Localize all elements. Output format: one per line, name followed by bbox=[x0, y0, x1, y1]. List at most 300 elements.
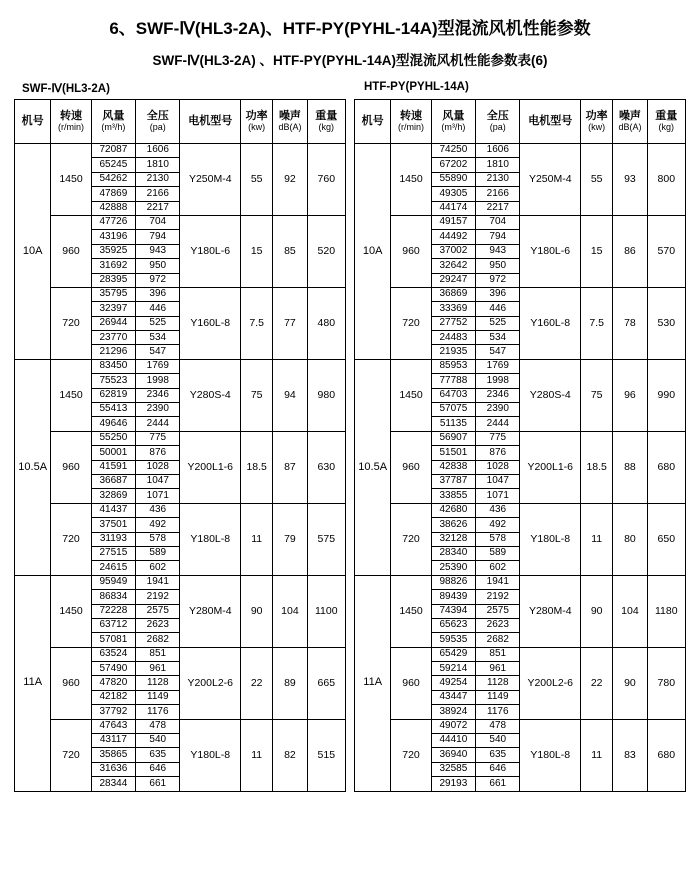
cell-speed: 1450 bbox=[51, 144, 91, 216]
cell-pressure: 2192 bbox=[476, 590, 520, 604]
cell-noise: 83 bbox=[613, 719, 647, 791]
cell-weight: 1100 bbox=[307, 575, 345, 647]
column-header-unit: (kw) bbox=[248, 122, 266, 133]
cell-noise: 79 bbox=[273, 503, 307, 575]
cell-pressure: 794 bbox=[476, 230, 520, 244]
cell-pressure: 1606 bbox=[136, 144, 180, 158]
cell-weight: 630 bbox=[307, 431, 345, 503]
cell-airflow: 64703 bbox=[431, 388, 475, 402]
table-row bbox=[355, 144, 686, 158]
cell-speed: 1450 bbox=[51, 575, 91, 647]
cell-pressure: 661 bbox=[476, 777, 520, 791]
cell-airflow: 37787 bbox=[431, 474, 475, 488]
cell-pressure: 540 bbox=[476, 734, 520, 748]
cell-pressure: 1149 bbox=[476, 690, 520, 704]
cell-pressure: 396 bbox=[476, 287, 520, 301]
cell-noise: 93 bbox=[613, 144, 647, 216]
cell-airflow: 44174 bbox=[431, 201, 475, 215]
column-header-label: 全压 bbox=[146, 109, 169, 122]
column-header-label: 功率 bbox=[585, 109, 608, 122]
cell-speed: 720 bbox=[51, 503, 91, 575]
cell-pressure: 972 bbox=[476, 273, 520, 287]
cell-airflow: 55890 bbox=[431, 172, 475, 186]
cell-airflow: 49157 bbox=[431, 215, 475, 229]
column-header-label: 噪声 bbox=[278, 109, 301, 122]
column-header-unit: (m³/h) bbox=[101, 122, 126, 133]
cell-noise: 104 bbox=[273, 575, 307, 647]
cell-power: 15 bbox=[581, 215, 613, 287]
table-row bbox=[15, 575, 346, 589]
table-row bbox=[355, 431, 686, 445]
cell-airflow: 41591 bbox=[91, 460, 135, 474]
cell-airflow: 83450 bbox=[91, 359, 135, 373]
column-header-label: 电机型号 bbox=[528, 114, 573, 127]
table-row bbox=[15, 144, 346, 158]
cell-airflow: 32128 bbox=[431, 532, 475, 546]
cell-motor-model: Y280M-4 bbox=[520, 575, 581, 647]
cell-motor-model: Y200L2-6 bbox=[520, 647, 581, 719]
cell-noise: 78 bbox=[613, 287, 647, 359]
cell-pressure: 794 bbox=[136, 230, 180, 244]
section-heading-right: HTF-PY(PYHL-14A) bbox=[364, 81, 469, 93]
table-row bbox=[355, 287, 686, 301]
column-header-unit: (r/min) bbox=[58, 122, 84, 133]
cell-pressure: 775 bbox=[136, 431, 180, 445]
cell-noise: 92 bbox=[273, 144, 307, 216]
cell-pressure: 2217 bbox=[476, 201, 520, 215]
cell-noise: 88 bbox=[613, 431, 647, 503]
cell-airflow: 65429 bbox=[431, 647, 475, 661]
cell-pressure: 2192 bbox=[136, 590, 180, 604]
cell-airflow: 49254 bbox=[431, 676, 475, 690]
cell-airflow: 31193 bbox=[91, 532, 135, 546]
column-header-unit: (r/min) bbox=[398, 122, 424, 133]
cell-airflow: 35795 bbox=[91, 287, 135, 301]
cell-airflow: 31692 bbox=[91, 259, 135, 273]
cell-pressure: 2166 bbox=[136, 187, 180, 201]
cell-pressure: 578 bbox=[476, 532, 520, 546]
table-row bbox=[355, 503, 686, 517]
cell-speed: 1450 bbox=[391, 359, 431, 431]
table-body-right bbox=[355, 144, 686, 792]
cell-power: 15 bbox=[241, 215, 273, 287]
column-header-6 bbox=[273, 100, 307, 144]
cell-speed: 1450 bbox=[391, 575, 431, 647]
cell-pressure: 2575 bbox=[136, 604, 180, 618]
column-header-label: 转速 bbox=[60, 109, 82, 122]
cell-airflow: 74394 bbox=[431, 604, 475, 618]
cell-pressure: 1941 bbox=[476, 575, 520, 589]
cell-weight: 520 bbox=[307, 215, 345, 287]
cell-pressure: 478 bbox=[476, 719, 520, 733]
column-header-1 bbox=[51, 100, 91, 144]
cell-pressure: 602 bbox=[136, 561, 180, 575]
cell-weight: 575 bbox=[307, 503, 345, 575]
cell-pressure: 1028 bbox=[476, 460, 520, 474]
column-header-unit: (kw) bbox=[588, 122, 606, 133]
cell-motor-model: Y180L-8 bbox=[180, 503, 241, 575]
cell-pressure: 2444 bbox=[136, 417, 180, 431]
table-row bbox=[355, 719, 686, 733]
column-header-unit: (pa) bbox=[149, 122, 166, 133]
cell-airflow: 24483 bbox=[431, 331, 475, 345]
column-header-7 bbox=[647, 100, 685, 144]
cell-pressure: 635 bbox=[136, 748, 180, 762]
column-header-7 bbox=[307, 100, 345, 144]
cell-pressure: 2575 bbox=[476, 604, 520, 618]
cell-pressure: 540 bbox=[136, 734, 180, 748]
cell-speed: 720 bbox=[391, 719, 431, 791]
cell-pressure: 1769 bbox=[476, 359, 520, 373]
cell-fan-model: 10.5A bbox=[355, 359, 391, 575]
cell-airflow: 29193 bbox=[431, 777, 475, 791]
column-header-6 bbox=[613, 100, 647, 144]
table-header-right bbox=[355, 100, 686, 144]
cell-pressure: 525 bbox=[476, 316, 520, 330]
column-header-label: 风量 bbox=[102, 109, 125, 122]
cell-airflow: 51501 bbox=[431, 446, 475, 460]
cell-pressure: 492 bbox=[476, 518, 520, 532]
cell-pressure: 961 bbox=[136, 662, 180, 676]
cell-airflow: 57490 bbox=[91, 662, 135, 676]
column-header-0 bbox=[15, 100, 51, 144]
table-row bbox=[15, 287, 346, 301]
cell-weight: 665 bbox=[307, 647, 345, 719]
cell-pressure: 646 bbox=[476, 762, 520, 776]
cell-airflow: 63712 bbox=[91, 618, 135, 632]
cell-airflow: 47643 bbox=[91, 719, 135, 733]
cell-noise: 80 bbox=[613, 503, 647, 575]
cell-pressure: 547 bbox=[476, 345, 520, 359]
cell-airflow: 85953 bbox=[431, 359, 475, 373]
cell-airflow: 59535 bbox=[431, 633, 475, 647]
table-row bbox=[355, 575, 686, 589]
cell-airflow: 56907 bbox=[431, 431, 475, 445]
cell-weight: 760 bbox=[307, 144, 345, 216]
cell-airflow: 67202 bbox=[431, 158, 475, 172]
column-header-2 bbox=[91, 100, 135, 144]
cell-airflow: 47726 bbox=[91, 215, 135, 229]
cell-power: 7.5 bbox=[581, 287, 613, 359]
cell-weight: 570 bbox=[647, 215, 685, 287]
table-row bbox=[355, 359, 686, 373]
cell-pressure: 635 bbox=[476, 748, 520, 762]
cell-noise: 82 bbox=[273, 719, 307, 791]
cell-airflow: 95949 bbox=[91, 575, 135, 589]
cell-airflow: 28340 bbox=[431, 546, 475, 560]
cell-noise: 96 bbox=[613, 359, 647, 431]
cell-speed: 1450 bbox=[391, 144, 431, 216]
cell-motor-model: Y250M-4 bbox=[520, 144, 581, 216]
cell-power: 22 bbox=[581, 647, 613, 719]
cell-pressure: 851 bbox=[476, 647, 520, 661]
cell-weight: 680 bbox=[647, 431, 685, 503]
cell-fan-model: 11A bbox=[15, 575, 51, 791]
cell-weight: 650 bbox=[647, 503, 685, 575]
cell-airflow: 47820 bbox=[91, 676, 135, 690]
cell-pressure: 1128 bbox=[136, 676, 180, 690]
column-header-unit: (kg) bbox=[318, 122, 335, 133]
cell-pressure: 534 bbox=[476, 331, 520, 345]
cell-motor-model: Y160L-8 bbox=[520, 287, 581, 359]
cell-airflow: 44410 bbox=[431, 734, 475, 748]
cell-pressure: 2130 bbox=[136, 172, 180, 186]
cell-airflow: 36940 bbox=[431, 748, 475, 762]
cell-pressure: 2623 bbox=[476, 618, 520, 632]
cell-noise: 90 bbox=[613, 647, 647, 719]
cell-airflow: 24615 bbox=[91, 561, 135, 575]
fan-table-swf-iv bbox=[14, 99, 346, 792]
cell-airflow: 38924 bbox=[431, 705, 475, 719]
cell-airflow: 23770 bbox=[91, 331, 135, 345]
table-row bbox=[15, 503, 346, 517]
column-header-label: 噪声 bbox=[618, 109, 641, 122]
cell-pressure: 950 bbox=[136, 259, 180, 273]
cell-speed: 720 bbox=[391, 287, 431, 359]
cell-motor-model: Y180L-8 bbox=[180, 719, 241, 791]
cell-fan-model: 11A bbox=[355, 575, 391, 791]
cell-power: 90 bbox=[241, 575, 273, 647]
cell-airflow: 33369 bbox=[431, 302, 475, 316]
cell-noise: 85 bbox=[273, 215, 307, 287]
cell-speed: 960 bbox=[391, 215, 431, 287]
column-header-unit: (pa) bbox=[489, 122, 506, 133]
cell-fan-model: 10.5A bbox=[15, 359, 51, 575]
cell-airflow: 32585 bbox=[431, 762, 475, 776]
cell-airflow: 43196 bbox=[91, 230, 135, 244]
column-header-label: 电机型号 bbox=[188, 114, 233, 127]
cell-airflow: 51135 bbox=[431, 417, 475, 431]
cell-airflow: 37501 bbox=[91, 518, 135, 532]
cell-airflow: 75523 bbox=[91, 374, 135, 388]
column-header-label: 全压 bbox=[486, 109, 509, 122]
cell-airflow: 65623 bbox=[431, 618, 475, 632]
table-row bbox=[15, 215, 346, 229]
cell-airflow: 55413 bbox=[91, 403, 135, 417]
cell-airflow: 36687 bbox=[91, 474, 135, 488]
cell-motor-model: Y180L-8 bbox=[520, 503, 581, 575]
page-subtitle: SWF-Ⅳ(HL3-2A) 、HTF-PY(PYHL-14A)型混流风机性能参数表(6) bbox=[152, 53, 548, 68]
column-header-label: 风量 bbox=[442, 109, 465, 122]
table-row bbox=[15, 431, 346, 445]
cell-airflow: 38626 bbox=[431, 518, 475, 532]
cell-noise: 89 bbox=[273, 647, 307, 719]
cell-airflow: 86834 bbox=[91, 590, 135, 604]
cell-airflow: 98826 bbox=[431, 575, 475, 589]
cell-airflow: 57075 bbox=[431, 403, 475, 417]
cell-airflow: 44492 bbox=[431, 230, 475, 244]
cell-weight: 800 bbox=[647, 144, 685, 216]
cell-motor-model: Y280M-4 bbox=[180, 575, 241, 647]
cell-airflow: 63524 bbox=[91, 647, 135, 661]
cell-pressure: 661 bbox=[136, 777, 180, 791]
cell-airflow: 49305 bbox=[431, 187, 475, 201]
cell-noise: 94 bbox=[273, 359, 307, 431]
cell-airflow: 72228 bbox=[91, 604, 135, 618]
cell-power: 11 bbox=[581, 503, 613, 575]
cell-pressure: 876 bbox=[476, 446, 520, 460]
cell-airflow: 21296 bbox=[91, 345, 135, 359]
cell-pressure: 1028 bbox=[136, 460, 180, 474]
cell-airflow: 35865 bbox=[91, 748, 135, 762]
cell-pressure: 2623 bbox=[136, 618, 180, 632]
cell-airflow: 59214 bbox=[431, 662, 475, 676]
cell-power: 55 bbox=[241, 144, 273, 216]
cell-airflow: 29247 bbox=[431, 273, 475, 287]
cell-airflow: 77788 bbox=[431, 374, 475, 388]
cell-motor-model: Y180L-6 bbox=[180, 215, 241, 287]
cell-motor-model: Y160L-8 bbox=[180, 287, 241, 359]
cell-pressure: 436 bbox=[476, 503, 520, 517]
cell-pressure: 578 bbox=[136, 532, 180, 546]
cell-pressure: 1810 bbox=[476, 158, 520, 172]
table-header-left bbox=[15, 100, 346, 144]
cell-pressure: 589 bbox=[136, 546, 180, 560]
cell-speed: 960 bbox=[51, 647, 91, 719]
cell-motor-model: Y200L2-6 bbox=[180, 647, 241, 719]
cell-power: 18.5 bbox=[581, 431, 613, 503]
column-header-3 bbox=[476, 100, 520, 144]
column-header-0 bbox=[355, 100, 391, 144]
column-header-label: 转速 bbox=[400, 109, 422, 122]
cell-pressure: 1810 bbox=[136, 158, 180, 172]
table-row bbox=[15, 647, 346, 661]
cell-airflow: 37792 bbox=[91, 705, 135, 719]
cell-pressure: 1998 bbox=[476, 374, 520, 388]
cell-pressure: 2390 bbox=[476, 403, 520, 417]
cell-pressure: 602 bbox=[476, 561, 520, 575]
cell-airflow: 28344 bbox=[91, 777, 135, 791]
cell-pressure: 1941 bbox=[136, 575, 180, 589]
column-header-label: 机号 bbox=[21, 114, 44, 127]
cell-power: 90 bbox=[581, 575, 613, 647]
cell-noise: 86 bbox=[613, 215, 647, 287]
cell-pressure: 950 bbox=[476, 259, 520, 273]
column-header-label: 机号 bbox=[361, 114, 384, 127]
cell-airflow: 21935 bbox=[431, 345, 475, 359]
cell-pressure: 436 bbox=[136, 503, 180, 517]
column-header-label: 功率 bbox=[245, 109, 268, 122]
cell-airflow: 47869 bbox=[91, 187, 135, 201]
section-heading-left: SWF-Ⅳ(HL3-2A) bbox=[22, 83, 110, 95]
cell-airflow: 55250 bbox=[91, 431, 135, 445]
cell-pressure: 2166 bbox=[476, 187, 520, 201]
cell-airflow: 33855 bbox=[431, 489, 475, 503]
cell-pressure: 972 bbox=[136, 273, 180, 287]
cell-pressure: 646 bbox=[136, 762, 180, 776]
cell-weight: 990 bbox=[647, 359, 685, 431]
cell-airflow: 42838 bbox=[431, 460, 475, 474]
cell-pressure: 851 bbox=[136, 647, 180, 661]
cell-pressure: 547 bbox=[136, 345, 180, 359]
column-header-unit: (kg) bbox=[658, 122, 675, 133]
cell-motor-model: Y200L1-6 bbox=[520, 431, 581, 503]
cell-power: 55 bbox=[581, 144, 613, 216]
page-title: 6、SWF-Ⅳ(HL3-2A)、HTF-PY(PYHL-14A)型混流风机性能参数 bbox=[109, 19, 591, 38]
cell-fan-model: 10A bbox=[15, 144, 51, 360]
cell-pressure: 1047 bbox=[476, 474, 520, 488]
cell-pressure: 396 bbox=[136, 287, 180, 301]
cell-airflow: 28395 bbox=[91, 273, 135, 287]
cell-pressure: 525 bbox=[136, 316, 180, 330]
cell-pressure: 534 bbox=[136, 331, 180, 345]
cell-pressure: 704 bbox=[476, 215, 520, 229]
cell-airflow: 27515 bbox=[91, 546, 135, 560]
column-header-2 bbox=[431, 100, 475, 144]
cell-power: 22 bbox=[241, 647, 273, 719]
cell-speed: 1450 bbox=[51, 359, 91, 431]
table-row bbox=[15, 719, 346, 733]
cell-airflow: 36869 bbox=[431, 287, 475, 301]
cell-pressure: 1998 bbox=[136, 374, 180, 388]
cell-airflow: 74250 bbox=[431, 144, 475, 158]
cell-speed: 960 bbox=[391, 647, 431, 719]
cell-motor-model: Y250M-4 bbox=[180, 144, 241, 216]
cell-airflow: 50001 bbox=[91, 446, 135, 460]
cell-motor-model: Y180L-8 bbox=[520, 719, 581, 791]
cell-motor-model: Y280S-4 bbox=[520, 359, 581, 431]
cell-pressure: 876 bbox=[136, 446, 180, 460]
cell-speed: 960 bbox=[51, 431, 91, 503]
cell-pressure: 589 bbox=[476, 546, 520, 560]
cell-power: 11 bbox=[581, 719, 613, 791]
cell-power: 11 bbox=[241, 503, 273, 575]
cell-weight: 530 bbox=[647, 287, 685, 359]
cell-pressure: 1176 bbox=[136, 705, 180, 719]
cell-airflow: 31636 bbox=[91, 762, 135, 776]
table-row bbox=[355, 647, 686, 661]
cell-speed: 960 bbox=[391, 431, 431, 503]
cell-pressure: 961 bbox=[476, 662, 520, 676]
table-body-left bbox=[15, 144, 346, 792]
cell-airflow: 65245 bbox=[91, 158, 135, 172]
cell-pressure: 478 bbox=[136, 719, 180, 733]
cell-pressure: 2682 bbox=[476, 633, 520, 647]
cell-speed: 720 bbox=[51, 719, 91, 791]
cell-weight: 980 bbox=[307, 359, 345, 431]
cell-pressure: 1128 bbox=[476, 676, 520, 690]
cell-power: 75 bbox=[581, 359, 613, 431]
column-header-1 bbox=[391, 100, 431, 144]
cell-noise: 87 bbox=[273, 431, 307, 503]
column-header-unit: dB(A) bbox=[618, 122, 642, 133]
cell-noise: 77 bbox=[273, 287, 307, 359]
cell-pressure: 492 bbox=[136, 518, 180, 532]
cell-airflow: 42182 bbox=[91, 690, 135, 704]
cell-pressure: 2346 bbox=[476, 388, 520, 402]
cell-power: 18.5 bbox=[241, 431, 273, 503]
cell-pressure: 1071 bbox=[136, 489, 180, 503]
cell-airflow: 35925 bbox=[91, 244, 135, 258]
column-header-label: 重量 bbox=[655, 109, 678, 122]
cell-weight: 515 bbox=[307, 719, 345, 791]
cell-pressure: 446 bbox=[136, 302, 180, 316]
cell-weight: 680 bbox=[647, 719, 685, 791]
cell-motor-model: Y180L-6 bbox=[520, 215, 581, 287]
cell-pressure: 1071 bbox=[476, 489, 520, 503]
cell-airflow: 89439 bbox=[431, 590, 475, 604]
cell-weight: 1180 bbox=[647, 575, 685, 647]
column-header-5 bbox=[581, 100, 613, 144]
cell-pressure: 2217 bbox=[136, 201, 180, 215]
cell-pressure: 1047 bbox=[136, 474, 180, 488]
cell-airflow: 54262 bbox=[91, 172, 135, 186]
column-header-5 bbox=[241, 100, 273, 144]
tables-container bbox=[14, 99, 686, 792]
cell-airflow: 42888 bbox=[91, 201, 135, 215]
cell-airflow: 49646 bbox=[91, 417, 135, 431]
cell-airflow: 32642 bbox=[431, 259, 475, 273]
